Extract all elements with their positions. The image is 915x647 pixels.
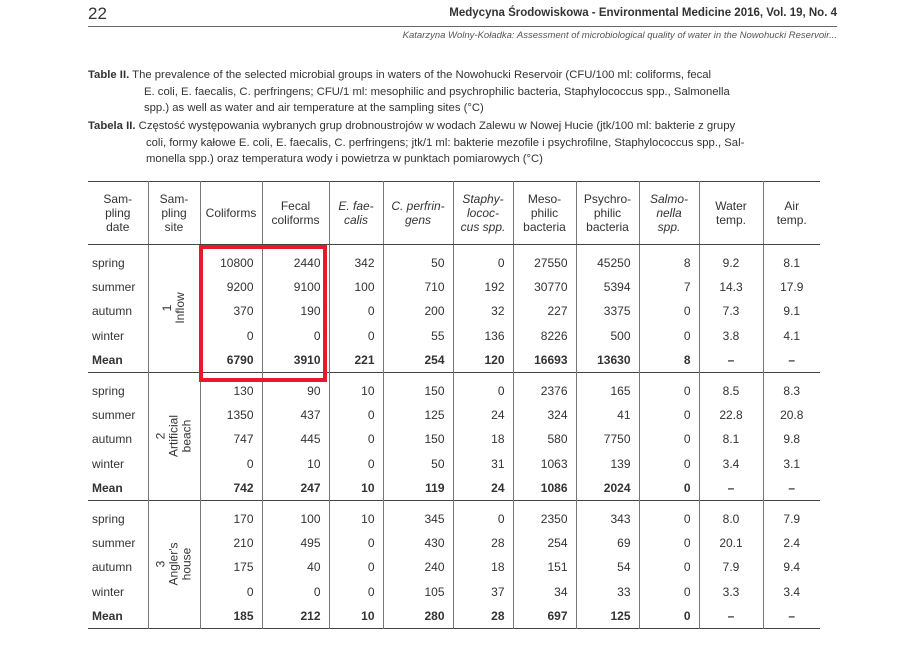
sampling-date-cell: spring [92, 511, 125, 526]
table-cell: 3.4 [699, 452, 763, 476]
table-cell: 343 [576, 500, 639, 531]
table-cell: 2440 [262, 245, 329, 276]
table-cell: 0 [200, 452, 262, 476]
column-header: C. perfrin- gens [383, 182, 453, 245]
table-cell: – [699, 604, 763, 629]
column-header: E. fae- calis [329, 182, 383, 245]
table-cell: 742 [200, 476, 262, 501]
table-cell: 1063 [513, 452, 576, 476]
table-cell: 10 [329, 604, 383, 629]
table-cell: 221 [329, 348, 383, 373]
table-cell: – [699, 476, 763, 501]
table-cell: 105 [383, 579, 453, 603]
table-cell: 24 [453, 476, 513, 501]
page-number: 22 [88, 4, 107, 23]
table-cell: 345 [383, 500, 453, 531]
table-cell: 0 [453, 245, 513, 276]
table-cell: 7.9 [763, 500, 820, 531]
table-cell: 151 [513, 555, 576, 579]
sampling-date-cell: winter [92, 584, 125, 599]
table-cell: 254 [383, 348, 453, 373]
sampling-date-cell: Mean [92, 480, 123, 495]
table-cell: 8 [639, 348, 699, 373]
caption-text: The prevalence of the selected microbial groups in waters of the Nowohucki Reservoir (CFU/100 ml: coliforms, fecal [132, 69, 712, 81]
table-cell: 50 [383, 245, 453, 276]
table-cell: 17.9 [763, 275, 820, 299]
site-group [88, 500, 820, 628]
table-cell: 342 [329, 245, 383, 276]
table-cell: 8226 [513, 324, 576, 348]
table-cell: 28 [453, 604, 513, 629]
table-cell: – [763, 348, 820, 373]
article-subtitle: Katarzyna Wolny-Koładka: Assessment of microbiological quality of water in the Nowohucki Reservoir... [402, 30, 837, 41]
table-cell: 0 [639, 531, 699, 555]
table-cell: 41 [576, 403, 639, 427]
table-cell: 280 [383, 604, 453, 629]
journal-title: Medycyna Środowiskowa - Environmental Medicine 2016, Vol. 19, No. 4 [449, 7, 837, 19]
table-cell: 37 [453, 579, 513, 603]
table-cell: 227 [513, 299, 576, 323]
table-cell: 0 [639, 452, 699, 476]
table-cell: 170 [200, 500, 262, 531]
table-cell: 10800 [200, 245, 262, 276]
table-cell: 5394 [576, 275, 639, 299]
table-cell: 1086 [513, 476, 576, 501]
table-cell: 0 [329, 299, 383, 323]
table-cell: 3910 [262, 348, 329, 373]
table-cell: 45250 [576, 245, 639, 276]
table-cell: 7750 [576, 427, 639, 451]
table-cell: 119 [383, 476, 453, 501]
table-cell: 6790 [200, 348, 262, 373]
table-cell: 13630 [576, 348, 639, 373]
table-cell: 3.3 [699, 579, 763, 603]
table-cell: 0 [639, 579, 699, 603]
table-cell: 8.5 [699, 372, 763, 403]
table-cell: 55 [383, 324, 453, 348]
table-cell: 10 [329, 476, 383, 501]
table-cell: 20.1 [699, 531, 763, 555]
table-cell: 2376 [513, 372, 576, 403]
table-cell: 697 [513, 604, 576, 629]
table-cell: 0 [329, 324, 383, 348]
table-cell: 4.1 [763, 324, 820, 348]
table-cell: 30770 [513, 275, 576, 299]
table-cell: 9.8 [763, 427, 820, 451]
table-cell: 254 [513, 531, 576, 555]
table-cell: 2.4 [763, 531, 820, 555]
table-cell: 2024 [576, 476, 639, 501]
table-cell: 8 [639, 245, 699, 276]
table-cell: 0 [639, 403, 699, 427]
sampling-date-cell: summer [92, 280, 136, 295]
table-cell: 0 [639, 604, 699, 629]
table-cell: 16693 [513, 348, 576, 373]
table-cell: 210 [200, 531, 262, 555]
sampling-date-cell: Mean [92, 352, 123, 367]
table-cell: 0 [453, 500, 513, 531]
table-cell: 0 [329, 452, 383, 476]
sampling-date-cell: autumn [92, 304, 133, 319]
header-row [88, 182, 820, 245]
table-cell: 240 [383, 555, 453, 579]
table-cell: 7.9 [699, 555, 763, 579]
sampling-date-cell: autumn [92, 560, 133, 575]
table-cell: 1350 [200, 403, 262, 427]
table-cell: 0 [329, 555, 383, 579]
sampling-date-cell: spring [92, 384, 125, 399]
column-header: Staphy- lococ- cus spp. [453, 182, 513, 245]
site-group [88, 245, 820, 373]
sampling-site-label: 3 Angler's house [153, 542, 194, 586]
table-cell: 14.3 [699, 275, 763, 299]
column-header: Fecal coliforms [262, 182, 329, 245]
table-cell: 190 [262, 299, 329, 323]
table-cell: 0 [329, 531, 383, 555]
table-cell: 9200 [200, 275, 262, 299]
sampling-site-label: 1 Inflow [160, 292, 187, 325]
table-cell: 0 [639, 500, 699, 531]
column-header: Salmo- nella spp. [639, 182, 699, 245]
table-cell: 747 [200, 427, 262, 451]
table-cell: 8.1 [763, 245, 820, 276]
caption-label: Table II. [88, 69, 130, 81]
header-rule [88, 26, 837, 27]
table-cell: 18 [453, 555, 513, 579]
sampling-date-cell: spring [92, 256, 125, 271]
table-cell: – [699, 348, 763, 373]
sampling-date-cell: winter [92, 328, 125, 343]
table-cell: 10 [329, 500, 383, 531]
table-cell: 0 [639, 427, 699, 451]
table-cell: 165 [576, 372, 639, 403]
table-cell: 28 [453, 531, 513, 555]
caption-text: Częstość występowania wybranych grup drobnoustrojów w wodach Zalewu w Nowej Hucie (jtk/100 ml: bakterie z grupy [138, 120, 736, 132]
table-cell: 580 [513, 427, 576, 451]
table-cell: 2350 [513, 500, 576, 531]
table-cell: 0 [639, 555, 699, 579]
table-cell: 0 [639, 372, 699, 403]
table-cell: 9.1 [763, 299, 820, 323]
table-cell: 247 [262, 476, 329, 501]
table-cell: 710 [383, 275, 453, 299]
table-cell: 192 [453, 275, 513, 299]
sampling-date-cell: winter [92, 456, 125, 471]
sampling-date-cell: Mean [92, 608, 123, 623]
table-cell: 100 [329, 275, 383, 299]
table-cell: 9.4 [763, 555, 820, 579]
caption-text: spp.) as well as water and air temperature at the sampling sites (°C) [144, 102, 484, 114]
table-cell: 9.2 [699, 245, 763, 276]
table-cell: 0 [262, 324, 329, 348]
table-cell: 90 [262, 372, 329, 403]
data-table [88, 181, 820, 629]
table-cell: 200 [383, 299, 453, 323]
table-cell: 0 [453, 372, 513, 403]
table-cell: 22.8 [699, 403, 763, 427]
table-cell: 445 [262, 427, 329, 451]
caption-text: monella spp.) oraz temperatura wody i powietrza w punktach pomiarowych (°C) [146, 153, 543, 165]
caption-label: Tabela II. [88, 120, 136, 132]
table-cell: 3375 [576, 299, 639, 323]
table-cell: 0 [329, 427, 383, 451]
column-header: Air temp. [763, 182, 820, 245]
table-cell: 125 [576, 604, 639, 629]
table-cell: – [763, 604, 820, 629]
sampling-date-cell: autumn [92, 432, 133, 447]
table-cell: 185 [200, 604, 262, 629]
table-cell: 10 [329, 372, 383, 403]
sampling-site-label: 2 Artificial beach [153, 415, 194, 458]
table-cell: 33 [576, 579, 639, 603]
table-cell: 40 [262, 555, 329, 579]
sampling-site-cell [148, 500, 200, 628]
table-cell: 495 [262, 531, 329, 555]
table-cell: 8.3 [763, 372, 820, 403]
table-cell: 437 [262, 403, 329, 427]
table-cell: 0 [329, 579, 383, 603]
table-cell: 50 [383, 452, 453, 476]
table-cell: 9100 [262, 275, 329, 299]
table-cell: 69 [576, 531, 639, 555]
sampling-site-cell [148, 245, 200, 373]
caption-text: coli, formy kałowe E. coli, E. faecalis, C. perfringens; jtk/1 ml: bakterie mezofile i psychrofilne, Staphylococcus spp., Sal- [146, 136, 745, 149]
table-cell: 175 [200, 555, 262, 579]
table-row [88, 500, 820, 531]
table-row [88, 372, 820, 403]
table-cell: 3.8 [699, 324, 763, 348]
table-cell: 324 [513, 403, 576, 427]
column-header: Water temp. [699, 182, 763, 245]
table-cell: 0 [200, 579, 262, 603]
table-cell: 150 [383, 372, 453, 403]
table-cell: 27550 [513, 245, 576, 276]
table-cell: 430 [383, 531, 453, 555]
sampling-site-cell [148, 372, 200, 500]
table-cell: 24 [453, 403, 513, 427]
table-cell: 370 [200, 299, 262, 323]
column-header: Coliforms [200, 182, 262, 245]
table-cell: 0 [262, 579, 329, 603]
sampling-date-cell: summer [92, 536, 136, 551]
site-group [88, 372, 820, 500]
table-cell: 31 [453, 452, 513, 476]
table-cell: 130 [200, 372, 262, 403]
table-cell: 3.4 [763, 579, 820, 603]
table-cell: 136 [453, 324, 513, 348]
caption-text: E. coli, E. faecalis, C. perfringens; CFU/1 ml: mesophilic and psychrophilic bacteria, Staphylococcus spp., Salmonella [144, 85, 730, 98]
table-cell: 34 [513, 579, 576, 603]
table-cell: 7 [639, 275, 699, 299]
caption-polish [88, 118, 833, 168]
table-cell: 212 [262, 604, 329, 629]
table-cell: 100 [262, 500, 329, 531]
table-cell: – [763, 476, 820, 501]
table-cell: 8.1 [699, 427, 763, 451]
column-header: Psychro- philic bacteria [576, 182, 639, 245]
column-header: Sam- pling date [88, 182, 148, 245]
table-cell: 120 [453, 348, 513, 373]
table-cell: 20.8 [763, 403, 820, 427]
table-cell: 139 [576, 452, 639, 476]
sampling-date-cell: summer [92, 408, 136, 423]
table-cell: 0 [329, 403, 383, 427]
column-header: Sam- pling site [148, 182, 200, 245]
table-cell: 125 [383, 403, 453, 427]
table-cell: 10 [262, 452, 329, 476]
table-cell: 54 [576, 555, 639, 579]
table-cell: 0 [639, 324, 699, 348]
table-cell: 8.0 [699, 500, 763, 531]
column-header: Meso- philic bacteria [513, 182, 576, 245]
table-cell: 0 [200, 324, 262, 348]
table-row [88, 245, 820, 276]
table-cell: 0 [639, 476, 699, 501]
table-cell: 18 [453, 427, 513, 451]
table-cell: 0 [639, 299, 699, 323]
table-cell: 500 [576, 324, 639, 348]
caption-english [88, 67, 833, 117]
table-cell: 7.3 [699, 299, 763, 323]
table-cell: 32 [453, 299, 513, 323]
table-cell: 150 [383, 427, 453, 451]
table-cell: 3.1 [763, 452, 820, 476]
